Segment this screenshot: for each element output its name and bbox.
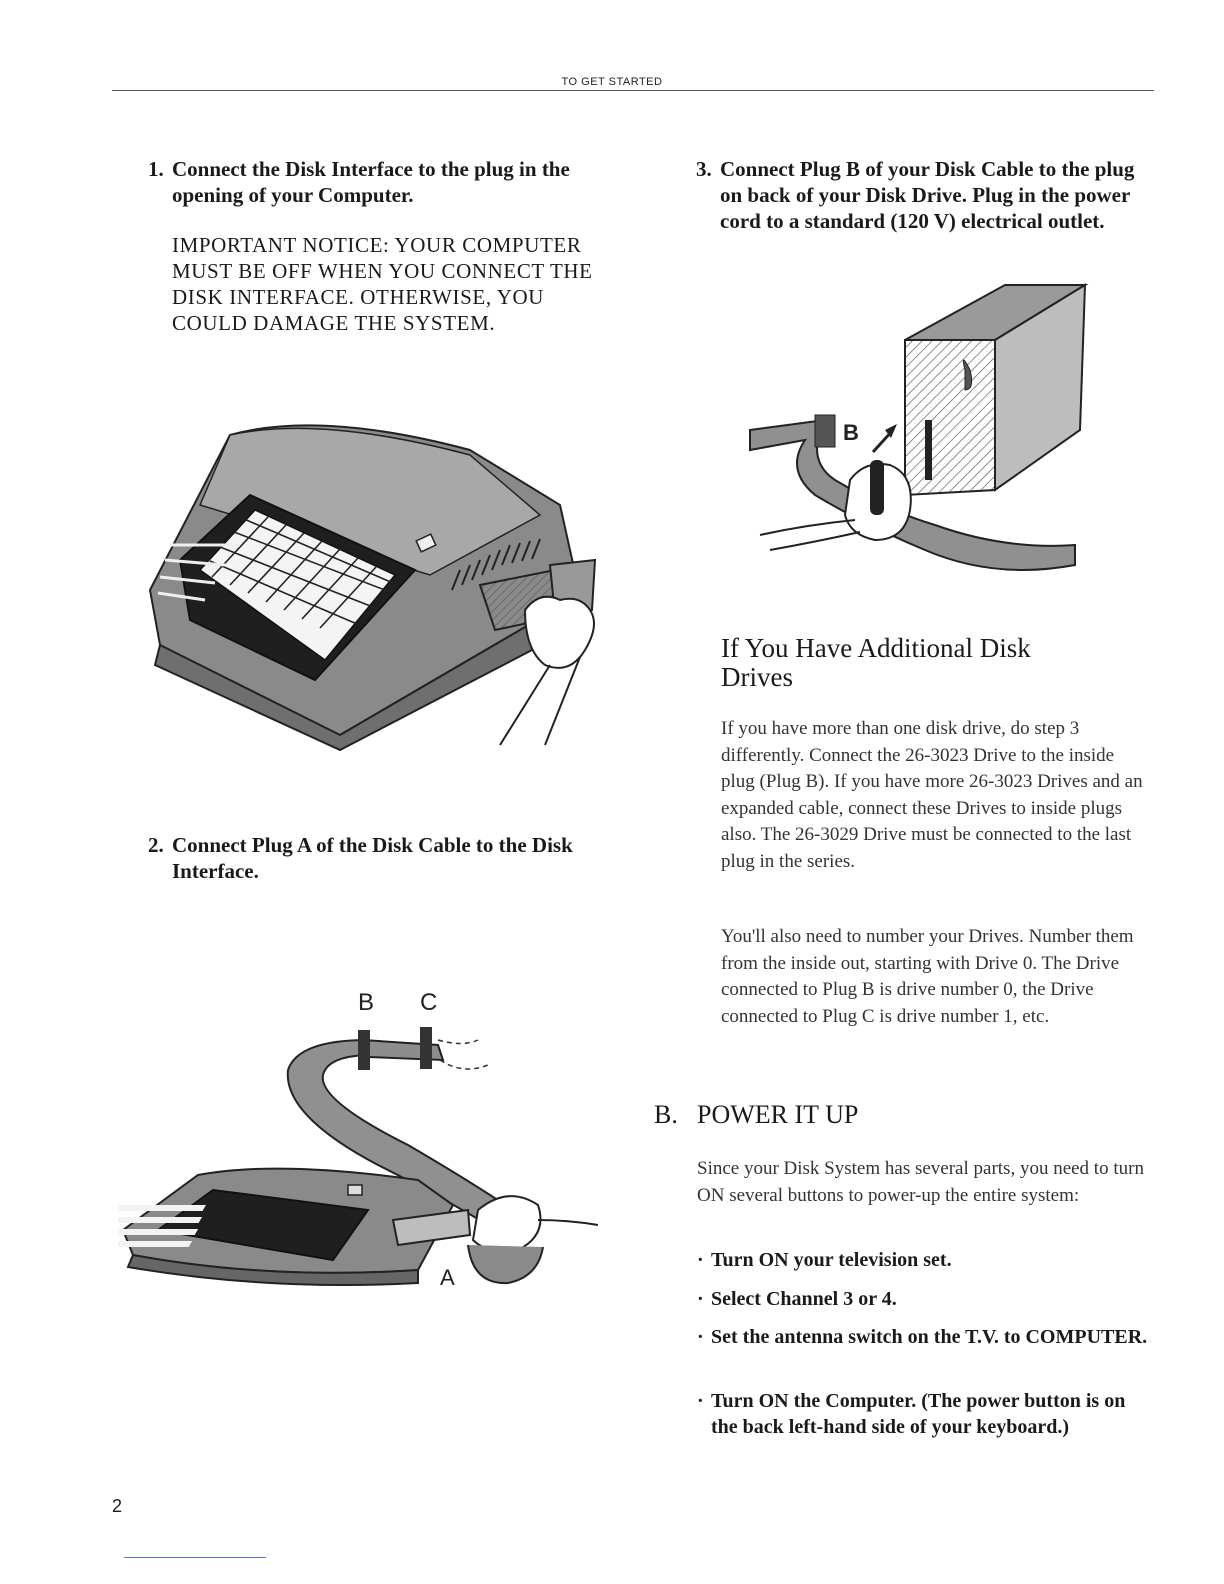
footer-rule — [124, 1557, 266, 1558]
figure-label-a: A — [440, 1265, 455, 1290]
power-bullet-3: · Set the antenna switch on the T.V. to COMPUTER. — [697, 1326, 1148, 1348]
step-3-number: 3. — [696, 157, 712, 181]
power-bullet-4: · Turn ON the Computer. (The power button is on the back left-hand side of your keyboard.) — [697, 1390, 1126, 1438]
step-2 — [148, 832, 618, 884]
figure-label-c: C — [420, 989, 438, 1016]
step-2-text: Connect Plug A of the Disk Cable to the Disk Interface. — [172, 833, 573, 883]
additional-drives-heading: If You Have Additional Disk Drives — [721, 633, 1031, 692]
page-number: 2 — [112, 1496, 123, 1516]
power-section-title: POWER IT UP — [697, 1100, 859, 1129]
step-2-number: 2. — [148, 833, 164, 857]
power-section-letter: B. — [654, 1100, 678, 1129]
power-intro: Since your Disk System has several parts, you need to turn ON several buttons to power-up the entire system: — [697, 1158, 1144, 1206]
figure-label-b: B — [358, 989, 375, 1016]
important-notice: IMPORTANT NOTICE: YOUR COMPUTER MUST BE OFF WHEN YOU CONNECT THE DISK INTERFACE. OTHERWISE, YOU COULD DAMAGE THE SYSTEM. — [172, 233, 593, 335]
running-header: TO GET STARTED — [561, 76, 663, 88]
additional-drives-paragraph-2: You'll also need to number your Drives. Number them from the inside out, starting with Drive 0. The Drive connected to Plug B is drive number 0, the Drive connected to Plug C is drive number 1, etc. — [721, 926, 1134, 1027]
additional-drives-paragraph-1: If you have more than one disk drive, do step 3 differently. Connect the 26-3023 Drive to the inside plug (Plug B). If you have more 26-3023 Drives and an expanded cable, connect these Drives to inside plugs also. The 26-3029 Drive must be connected to the last plug in the series. — [721, 718, 1143, 872]
step-3-text: Connect Plug B of your Disk Cable to the plug on back of your Disk Drive. Plug in the power cord to a standard (120 V) electrical outlet. — [720, 157, 1135, 233]
figure-label-b-drive: B — [843, 420, 859, 445]
step-1-text: Connect the Disk Interface to the plug in the opening of your Computer. — [172, 157, 570, 207]
power-bullet-2: · Select Channel 3 or 4. — [697, 1288, 897, 1310]
figure-connect-plug-b — [745, 280, 1095, 590]
figure-connect-interface — [140, 395, 610, 755]
step-1 — [148, 156, 608, 208]
figure-connect-plug-a — [118, 985, 608, 1295]
step-1-number: 1. — [148, 157, 164, 181]
power-bullet-1: · Turn ON your television set. — [697, 1249, 952, 1271]
step-3 — [696, 156, 1156, 234]
header-rule — [112, 90, 1154, 91]
